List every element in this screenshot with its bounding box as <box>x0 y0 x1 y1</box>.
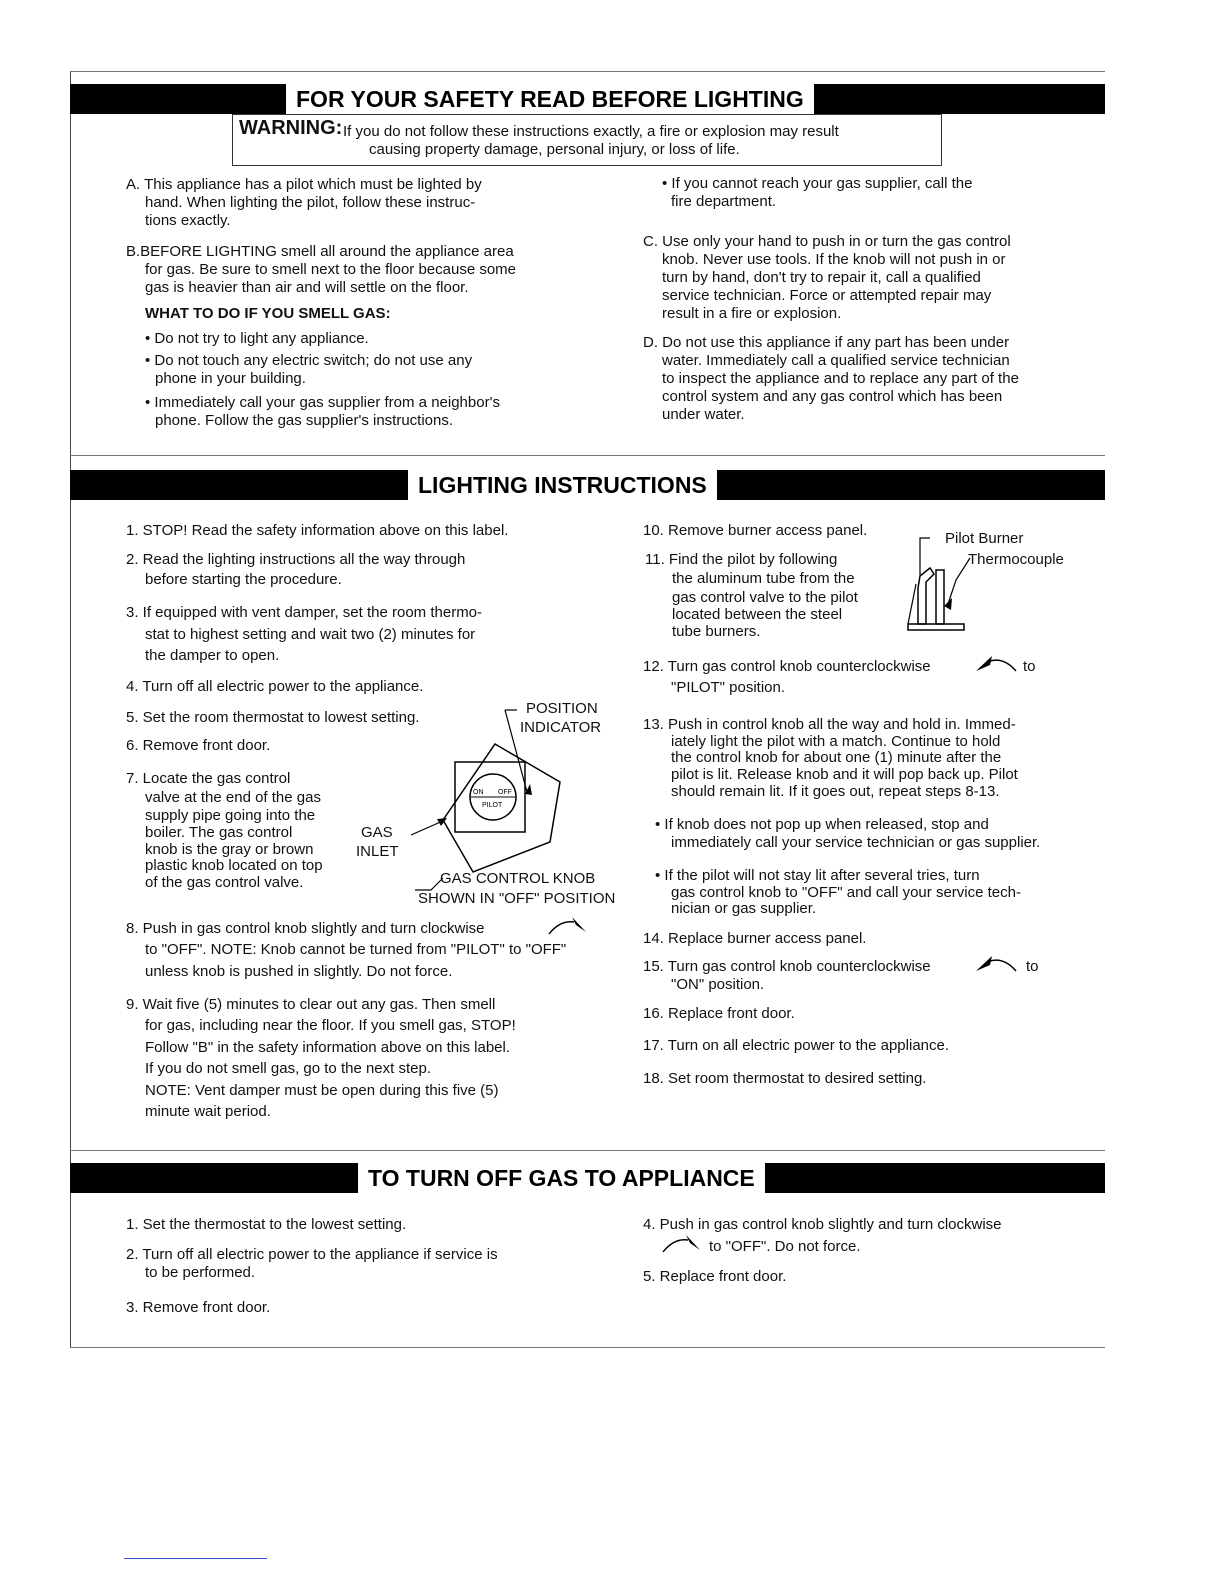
step-10: 10. Remove burner access panel. <box>643 522 868 539</box>
warning-text-line-2: causing property damage, personal injury, or loss of life. <box>369 141 740 158</box>
safety-a-line-2: hand. When lighting the pilot, follow these instruc- <box>145 194 476 211</box>
step-13-line-4: pilot is lit. Release knob and it will pop back up. Pilot <box>671 766 1018 783</box>
step-3-line-3: the damper to open. <box>145 647 280 664</box>
turnoff-step-4-line-2: to "OFF". Do not force. <box>709 1238 861 1255</box>
safety-c-line-2: knob. Never use tools. If the knob will not push in or <box>662 251 1006 268</box>
smell-gas-bullet-3-line-2: phone. Follow the gas supplier's instructions. <box>155 412 454 429</box>
step-7-line-4: boiler. The gas control <box>145 824 293 841</box>
step-9-line-4: If you do not smell gas, go to the next step. <box>145 1060 432 1077</box>
knob-caption-leader <box>415 878 443 890</box>
clockwise-arrow-icon-2 <box>660 1234 702 1256</box>
smell-gas-bullet-2-line-2: phone in your building. <box>155 370 306 387</box>
safety-d-line-4: control system and any gas control which has been <box>662 388 1003 405</box>
knob-pilot-label: PILOT <box>482 802 503 809</box>
warning-box <box>232 114 942 166</box>
step-3-line-1: 3. If equipped with vent damper, set the room thermo- <box>126 604 483 621</box>
step-8-line-1: 8. Push in gas control knob slightly and turn clockwise <box>126 920 485 937</box>
safety-d-line-5: under water. <box>662 406 745 423</box>
step-9-line-6: minute wait period. <box>145 1103 271 1120</box>
pilot-burner-leader <box>920 538 930 576</box>
step-11-line-3: gas control valve to the pilot <box>672 589 858 606</box>
step-17: 17. Turn on all electric power to the appliance. <box>643 1037 950 1054</box>
thermocouple-label: Thermocouple <box>968 551 1064 568</box>
step-15-to: to <box>1026 958 1039 975</box>
gas-inlet-label-2: INLET <box>356 843 399 860</box>
turnoff-step-2-line-1: 2. Turn off all electric power to the appliance if service is <box>126 1246 498 1263</box>
step-13-bullet-1-line-2: immediately call your service technician or gas supplier. <box>671 834 1041 851</box>
safety-a-line-3: tions exactly. <box>145 212 231 229</box>
turnoff-step-5: 5. Replace front door. <box>643 1268 787 1285</box>
step-8-line-3: unless knob is pushed in slightly. Do not force. <box>145 963 453 980</box>
step-7-line-3: supply pipe going into the <box>145 807 316 824</box>
turnoff-step-1: 1. Set the thermostat to the lowest setting. <box>126 1216 407 1233</box>
step-2-line-2: before starting the procedure. <box>145 571 342 588</box>
safety-b-line-3: gas is heavier than air and will settle on the floor. <box>145 279 469 296</box>
clockwise-arrow-icon <box>546 916 588 938</box>
step-11-line-1: 11. Find the pilot by following <box>645 551 838 568</box>
position-indicator-label-1: POSITION <box>526 700 598 717</box>
step-4: 4. Turn off all electric power to the appliance. <box>126 678 424 695</box>
knob-off-label: OFF <box>498 789 512 796</box>
step-18: 18. Set room thermostat to desired setting. <box>643 1070 927 1087</box>
step-9-line-1: 9. Wait five (5) minutes to clear out any gas. Then smell <box>126 996 496 1013</box>
turnoff-step-4-line-1: 4. Push in gas control knob slightly and turn clockwise <box>643 1216 1002 1233</box>
step-13-bullet-1-line-1: • If knob does not pop up when released, stop and <box>655 816 989 833</box>
safety-right-bullet-line-2: fire department. <box>671 193 777 210</box>
page-frame-left-rule <box>70 71 71 1348</box>
step-16: 16. Replace front door. <box>643 1005 795 1022</box>
step-11-line-4: located between the steel <box>672 606 843 623</box>
safety-right-bullet-line-1: • If you cannot reach your gas supplier, call the <box>662 175 973 192</box>
step-9-line-5: NOTE: Vent damper must be open during this five (5) <box>145 1082 499 1099</box>
knob-caption-line-2: SHOWN IN "OFF" POSITION <box>418 890 616 907</box>
step-8-line-2: to "OFF". NOTE: Knob cannot be turned from "PILOT" to "OFF" <box>145 941 567 958</box>
counterclockwise-arrow-icon-2 <box>974 953 1020 975</box>
step-13-bullet-2-line-3: nician or gas supplier. <box>671 900 817 917</box>
step-7-line-5: knob is the gray or brown <box>145 841 314 858</box>
smell-gas-bullet-1: • Do not try to light any appliance. <box>145 330 369 347</box>
pilot-burner-label: Pilot Burner <box>945 530 1024 547</box>
step-13-line-1: 13. Push in control knob all the way and hold in. Immed- <box>643 716 1016 733</box>
step-13-line-2: iately light the pilot with a match. Continue to hold <box>671 733 1001 750</box>
safety-b-line-1: B.BEFORE LIGHTING smell all around the appliance area <box>126 243 514 260</box>
top-rule <box>70 71 1105 72</box>
step-1: 1. STOP! Read the safety information above on this label. <box>126 522 509 539</box>
safety-c-line-3: turn by hand, don't try to repair it, call a qualified <box>662 269 981 286</box>
turnoff-step-3: 3. Remove front door. <box>126 1299 271 1316</box>
step-15-line-2: "ON" position. <box>671 976 765 993</box>
step-13-bullet-2-line-2: gas control knob to "OFF" and call your service tech- <box>671 884 1021 901</box>
position-indicator-label-2: INDICATOR <box>520 719 602 736</box>
safety-b-line-2: for gas. Be sure to smell next to the floor because some <box>145 261 517 278</box>
safety-c-line-5: result in a fire or explosion. <box>662 305 842 322</box>
step-12-line-1: 12. Turn gas control knob counterclockwise <box>643 658 931 675</box>
step-13-bullet-2-line-1: • If the pilot will not stay lit after several tries, turn <box>655 867 980 884</box>
step-9-line-3: Follow "B" in the safety information above on this label. <box>145 1039 511 1056</box>
pilot-tube <box>908 584 916 624</box>
step-2-line-1: 2. Read the lighting instructions all the way through <box>126 551 466 568</box>
lighting-title: LIGHTING INSTRUCTIONS <box>408 470 717 500</box>
step-13-line-5: should remain lit. If it goes out, repeat steps 8-13. <box>671 783 1000 800</box>
section-rule-2 <box>70 1150 1105 1151</box>
bottom-rule <box>70 1347 1105 1348</box>
thermocouple-leader <box>948 558 970 604</box>
safety-c-line-4: service technician. Force or attempted repair may <box>662 287 992 304</box>
safety-d-line-2: water. Immediately call a qualified service technician <box>662 352 1010 369</box>
pilot-base <box>908 624 964 630</box>
step-14: 14. Replace burner access panel. <box>643 930 867 947</box>
step-11-line-2: the aluminum tube from the <box>672 570 855 587</box>
safety-c-line-1: C. Use only your hand to push in or turn the gas control <box>643 233 1011 250</box>
knob-on-label: ON <box>473 789 484 796</box>
step-7-line-2: valve at the end of the gas <box>145 789 321 806</box>
safety-title: FOR YOUR SAFETY READ BEFORE LIGHTING <box>286 84 814 114</box>
step-9-line-2: for gas, including near the floor. If you smell gas, STOP! <box>145 1017 516 1034</box>
smell-gas-heading: WHAT TO DO IF YOU SMELL GAS: <box>145 305 391 322</box>
safety-a-line-1: A. This appliance has a pilot which must be lighted by <box>126 176 482 193</box>
step-15-line-1: 15. Turn gas control knob counterclockwise <box>643 958 931 975</box>
section-rule-1 <box>70 455 1105 456</box>
step-3-line-2: stat to highest setting and wait two (2) minutes for <box>145 626 476 643</box>
smell-gas-bullet-2-line-1: • Do not touch any electric switch; do not use any <box>145 352 473 369</box>
gas-inlet-label-1: GAS <box>361 824 393 841</box>
step-13-line-3: the control knob for about one (1) minute after the <box>671 749 1002 766</box>
pilot-burner-shape <box>918 568 934 624</box>
step-12-line-2: "PILOT" position. <box>671 679 786 696</box>
safety-d-line-1: D. Do not use this appliance if any part has been under <box>643 334 1010 351</box>
step-7-line-7: of the gas control valve. <box>145 874 304 891</box>
turnoff-title: TO TURN OFF GAS TO APPLIANCE <box>358 1163 765 1193</box>
safety-d-line-3: to inspect the appliance and to replace any part of the <box>662 370 1019 387</box>
step-7-line-1: 7. Locate the gas control <box>126 770 291 787</box>
smell-gas-bullet-3-line-1: • Immediately call your gas supplier from a neighbor's <box>145 394 500 411</box>
warning-text-line-1: If you do not follow these instructions exactly, a fire or explosion may result <box>343 123 839 140</box>
step-6: 6. Remove front door. <box>126 737 271 754</box>
step-7-line-6: plastic knob located on top <box>145 857 323 874</box>
step-5: 5. Set the room thermostat to lowest setting. <box>126 709 420 726</box>
warning-label: WARNING: <box>239 117 343 139</box>
thermocouple-arrowhead <box>944 598 952 610</box>
step-11-line-5: tube burners. <box>672 623 761 640</box>
turnoff-step-2-line-2: to be performed. <box>145 1264 256 1281</box>
footer-link-underline <box>124 1558 267 1559</box>
counterclockwise-arrow-icon <box>974 653 1020 675</box>
knob-caption-line-1: GAS CONTROL KNOB <box>440 870 596 887</box>
step-12-to: to <box>1023 658 1036 675</box>
thermocouple-shape <box>936 570 944 624</box>
